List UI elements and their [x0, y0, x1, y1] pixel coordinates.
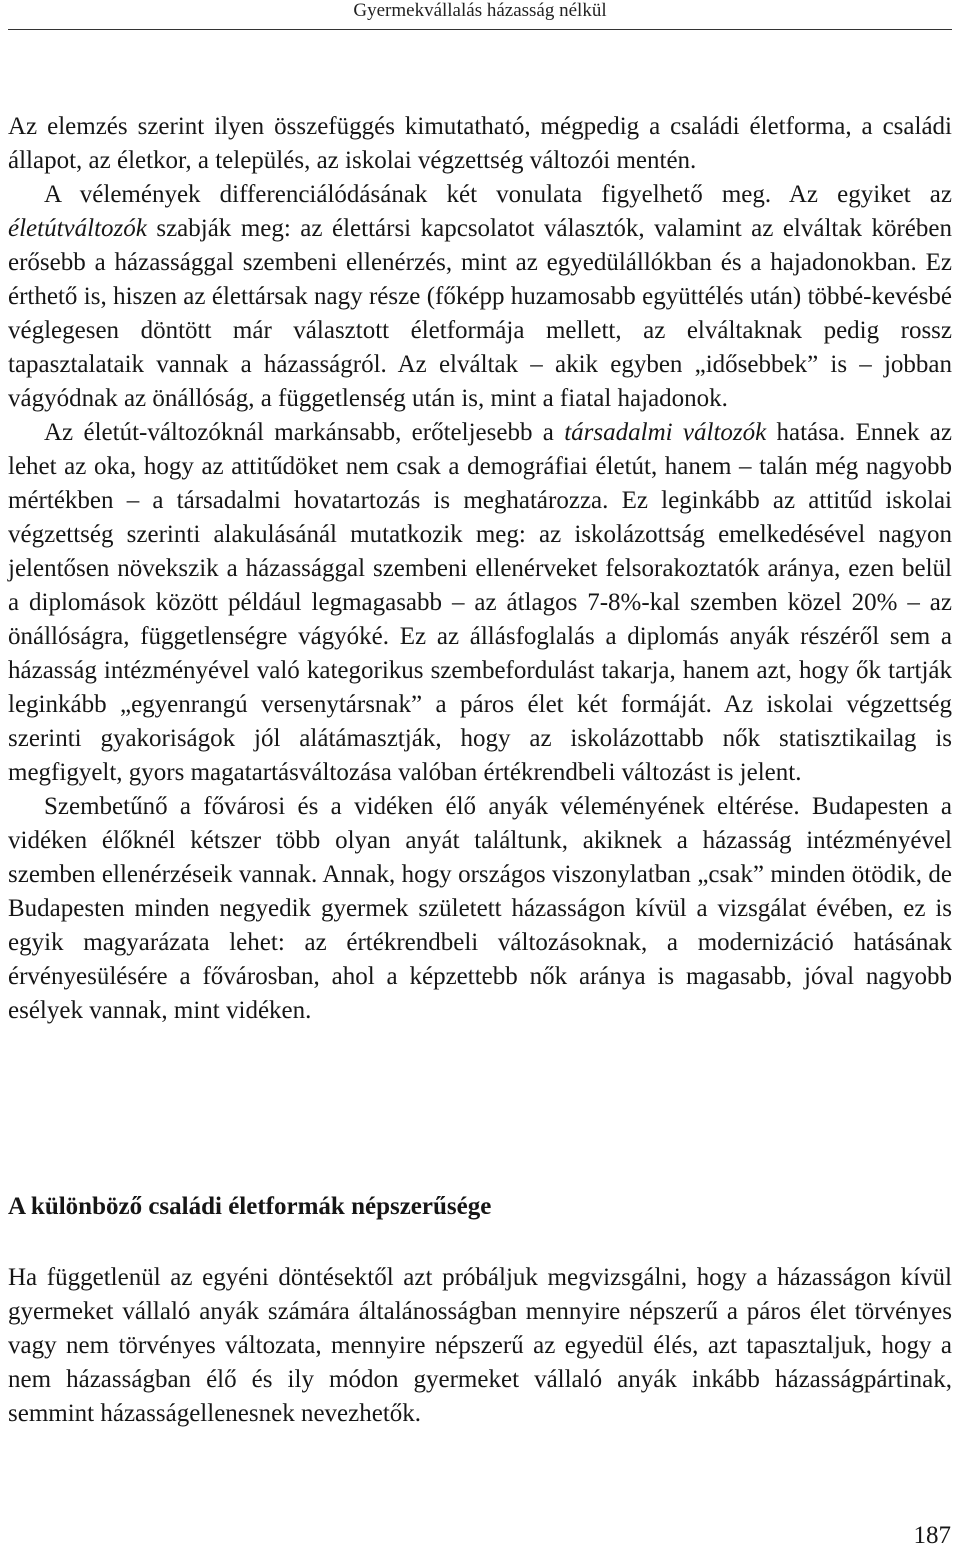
section-heading: A különböző családi életformák népszerűsége: [8, 1193, 492, 1220]
section-body-2: [8, 1261, 952, 1431]
page-number: 187: [913, 1522, 951, 1549]
running-header: Gyermekvállalás házasság nélkül: [353, 0, 607, 21]
emphasis-eletutvaltozok: életútváltozók: [8, 215, 147, 242]
paragraph-2-text-a: A vélemények differenciálódásának két vonulata figyelhető meg. Az egyiket az: [44, 181, 952, 208]
paragraph-3-text-b: hatása. Ennek az lehet az oka, hogy az attitűdöket nem csak a demográfiai életút, hanem – talán még nagyobb mértékben – a társadalmi hovatartozás is meghatározza. Ez leginkább az attitűd iskolai végzettség szerinti alakulásánál mutatkozik meg: az iskolázottság emelkedésével nagyon jelentősen növekszik a házassággal szembeni ellenérveket felsorakoztatók aránya, ezen belül a diplomások között például legmagasabb – az átlagos 7-8%-kal szemben közel 20% – az önállóságra, függetlenségre vágyóké. Ez az állásfoglalás a diplomás anyák részéről sem a házasság intézményével való kategorikus szembefordulást takarja, hanem azt, hogy ők tartják leginkább „egyenrangú versenytársnak” a páros élet két formáját. Az iskolai végzettség szerinti gyakoriságok jól alátámasztják, hogy az iskolázottabb nők statisztikailag is megfigyelt, gyors magatartásváltozása valóban értékrendbeli változást is jelent.: [8, 419, 952, 786]
section-body-1: [8, 110, 952, 1028]
paragraph-2-text-b: szabják meg: az élettársi kapcsolatot választók, valamint az elváltak körében erősebb a házassággal szembeni ellenérzés, mint az egyedülállókban és a hajadonokban. Ez érthető is, hiszen az élettársak nagy része (főképp huzamosabb együttélés után) többé-kevésbé véglegesen döntött már választott életformája mellett, az elváltaknak pedig rossz tapasztalataik vannak a házasságról. Az elváltak – akik egyben „idősebbek” is – jobban vágyódnak az önállóság, a függetlenség után is, mint a fiatal hajadonok.: [8, 215, 952, 412]
header-divider: [8, 29, 952, 30]
paragraph-5: Ha függetlenül az egyéni döntésektől azt próbáljuk megvizsgálni, hogy a házasságon kívül gyermeket vállaló anyák számára általánosságban mennyire népszerű a páros élet törvényes vagy nem törvényes változata, mennyire népszerű az egyedül élés, azt tapasztaljuk, hogy a nem házasságban élő és ily módon gyermeket vállaló anyák inkább házasságpártinak, semmint házasságellenesnek nevezhetők.: [8, 1264, 952, 1427]
paragraph-2: [8, 178, 952, 416]
emphasis-tarsadalmi-valtozok: társadalmi változók: [564, 419, 767, 446]
paragraph-3: [8, 416, 952, 790]
paragraph-4: Szembetűnő a fővárosi és a vidéken élő anyák véleményének eltérése. Budapesten a vidéken élőknél kétszer több olyan anyát találtunk, akiknek a házasság intézményével szemben ellenérzéseik vannak. Annak, hogy országos viszonylatban „csak” minden ötödik, de Budapesten minden negyedik gyermek született házasságon kívül a vizsgálat évében, ez is egyik magyarázata lehet: az értékrendbeli változásoknak, a modernizáció hatásának érvényesülésére a fővárosban, ahol a képzettebb nők aránya is magasabb, jóval nagyobb esélyek vannak, mint vidéken.: [8, 793, 952, 1024]
paragraph-3-text-a: Az életút-változóknál markánsabb, erőteljesebb a: [44, 419, 565, 446]
paragraph-1: Az elemzés szerint ilyen összefüggés kimutatható, mégpedig a családi életforma, a családi állapot, az életkor, a település, az iskolai végzettség változói mentén.: [8, 113, 952, 174]
